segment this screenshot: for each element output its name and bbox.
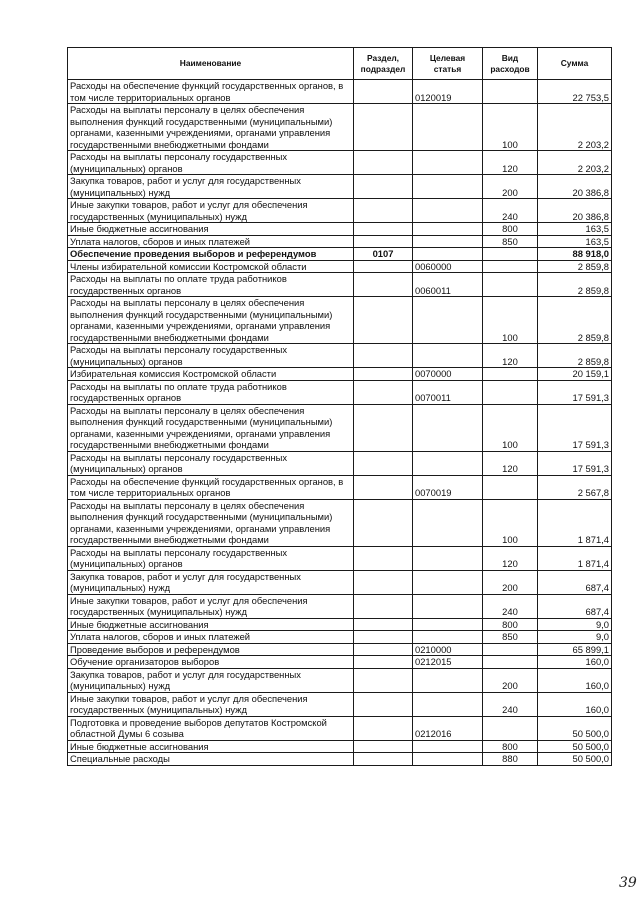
row-kind: 100 [483, 404, 538, 451]
row-sum: 2 859,8 [538, 297, 612, 344]
row-name: Закупка товаров, работ и услуг для государственных (муниципальных) нужд [68, 570, 354, 594]
row-sum: 20 159,1 [538, 368, 612, 381]
table-row [68, 631, 612, 644]
row-kind: 240 [483, 594, 538, 618]
row-sum: 17 591,3 [538, 380, 612, 404]
row-name: Уплата налогов, сборов и иных платежей [68, 631, 354, 644]
table-row [68, 104, 612, 151]
row-article: 0212015 [413, 656, 483, 669]
row-sum: 65 899,1 [538, 643, 612, 656]
row-name: Специальные расходы [68, 753, 354, 766]
row-article [413, 499, 483, 546]
row-section [354, 451, 413, 475]
row-section [354, 499, 413, 546]
row-kind [483, 368, 538, 381]
row-article [413, 344, 483, 368]
row-kind: 240 [483, 692, 538, 716]
row-sum: 160,0 [538, 656, 612, 669]
row-kind: 850 [483, 235, 538, 248]
table-row [68, 151, 612, 175]
row-article [413, 618, 483, 631]
row-kind: 800 [483, 618, 538, 631]
table-row [68, 248, 612, 261]
row-section [354, 668, 413, 692]
row-kind: 850 [483, 631, 538, 644]
row-section [354, 297, 413, 344]
row-sum: 9,0 [538, 631, 612, 644]
row-section [354, 594, 413, 618]
row-article [413, 175, 483, 199]
table-row [68, 656, 612, 669]
row-article [413, 248, 483, 261]
row-name: Расходы на обеспечение функций государственных органов, в том числе территориальных органов [68, 475, 354, 499]
row-name: Закупка товаров, работ и услуг для государственных (муниципальных) нужд [68, 668, 354, 692]
header-article: Целевая статья [413, 48, 483, 80]
row-sum: 687,4 [538, 594, 612, 618]
row-kind [483, 80, 538, 104]
table-row [68, 404, 612, 451]
table-row [68, 475, 612, 499]
row-sum: 20 386,8 [538, 175, 612, 199]
row-kind: 200 [483, 175, 538, 199]
row-name: Иные закупки товаров, работ и услуг для обеспечения государственных (муниципальных) нужд [68, 199, 354, 223]
row-section [354, 273, 413, 297]
row-article [413, 404, 483, 451]
row-name: Уплата налогов, сборов и иных платежей [68, 235, 354, 248]
row-section [354, 223, 413, 236]
row-sum: 9,0 [538, 618, 612, 631]
row-section [354, 546, 413, 570]
row-kind: 120 [483, 151, 538, 175]
header-kind: Вид расходов [483, 48, 538, 80]
table-row [68, 175, 612, 199]
row-sum: 17 591,3 [538, 404, 612, 451]
row-kind: 100 [483, 499, 538, 546]
row-section [354, 753, 413, 766]
table-row [68, 223, 612, 236]
row-kind [483, 273, 538, 297]
row-name: Избирательная комиссия Костромской области [68, 368, 354, 381]
row-section [354, 104, 413, 151]
row-name: Иные бюджетные ассигнования [68, 618, 354, 631]
row-name: Расходы на выплаты по оплате труда работников государственных органов [68, 273, 354, 297]
row-section [354, 404, 413, 451]
row-kind [483, 643, 538, 656]
table-row [68, 273, 612, 297]
row-kind: 200 [483, 668, 538, 692]
row-section [354, 175, 413, 199]
row-kind [483, 656, 538, 669]
row-section [354, 740, 413, 753]
row-article: 0210000 [413, 643, 483, 656]
row-name: Закупка товаров, работ и услуг для государственных (муниципальных) нужд [68, 175, 354, 199]
row-article [413, 223, 483, 236]
row-kind: 800 [483, 223, 538, 236]
row-name: Иные бюджетные ассигнования [68, 223, 354, 236]
row-name: Члены избирательной комиссии Костромской области [68, 260, 354, 273]
table-row [68, 80, 612, 104]
row-sum: 2 859,8 [538, 273, 612, 297]
table-row [68, 643, 612, 656]
row-name: Расходы на выплаты персоналу государственных (муниципальных) органов [68, 344, 354, 368]
table-row [68, 570, 612, 594]
row-name: Расходы на выплаты персоналу в целях обеспечения выполнения функций государственными (муниципальными) органами, казенными учреждениями, органами управления государственными внебюджетными фондами [68, 297, 354, 344]
row-kind [483, 248, 538, 261]
row-article [413, 546, 483, 570]
row-name: Проведение выборов и референдумов [68, 643, 354, 656]
row-section [354, 716, 413, 740]
row-section [354, 570, 413, 594]
row-kind: 120 [483, 451, 538, 475]
row-kind [483, 716, 538, 740]
row-article: 0060011 [413, 273, 483, 297]
row-section [354, 235, 413, 248]
row-article [413, 740, 483, 753]
row-article [413, 594, 483, 618]
row-section [354, 656, 413, 669]
row-article [413, 451, 483, 475]
row-name: Иные закупки товаров, работ и услуг для обеспечения государственных (муниципальных) нужд [68, 692, 354, 716]
table-row [68, 668, 612, 692]
row-article [413, 668, 483, 692]
row-kind: 120 [483, 546, 538, 570]
table-row [68, 499, 612, 546]
row-section: 0107 [354, 248, 413, 261]
row-sum: 20 386,8 [538, 199, 612, 223]
row-name: Подготовка и проведение выборов депутатов Костромской областной Думы 6 созыва [68, 716, 354, 740]
row-article [413, 199, 483, 223]
row-name: Иные бюджетные ассигнования [68, 740, 354, 753]
table-header [68, 48, 612, 80]
row-article [413, 631, 483, 644]
table-row [68, 297, 612, 344]
row-kind: 120 [483, 344, 538, 368]
row-sum: 687,4 [538, 570, 612, 594]
row-name: Обеспечение проведения выборов и референдумов [68, 248, 354, 261]
row-kind [483, 380, 538, 404]
row-sum: 163,5 [538, 223, 612, 236]
row-section [354, 151, 413, 175]
row-sum: 50 500,0 [538, 716, 612, 740]
row-kind: 880 [483, 753, 538, 766]
row-section [354, 475, 413, 499]
table-row [68, 753, 612, 766]
row-section [354, 618, 413, 631]
row-article: 0212016 [413, 716, 483, 740]
budget-table [67, 47, 612, 766]
header-name: Наименование [68, 48, 354, 80]
table-row [68, 546, 612, 570]
row-sum: 50 500,0 [538, 753, 612, 766]
table-row [68, 594, 612, 618]
row-kind: 100 [483, 297, 538, 344]
row-section [354, 643, 413, 656]
row-sum: 163,5 [538, 235, 612, 248]
row-kind: 100 [483, 104, 538, 151]
row-name: Обучение организаторов выборов [68, 656, 354, 669]
table-row [68, 344, 612, 368]
row-name: Расходы на выплаты персоналу в целях обеспечения выполнения функций государственными (муниципальными) органами, казенными учреждениями, органами управления государственными внебюджетными фондами [68, 499, 354, 546]
row-sum: 22 753,5 [538, 80, 612, 104]
table-row [68, 368, 612, 381]
table-row [68, 740, 612, 753]
row-section [354, 692, 413, 716]
row-sum: 1 871,4 [538, 546, 612, 570]
row-article [413, 753, 483, 766]
row-sum: 2 567,8 [538, 475, 612, 499]
row-sum: 2 859,8 [538, 260, 612, 273]
row-kind: 240 [483, 199, 538, 223]
header-sum: Сумма [538, 48, 612, 80]
row-section [354, 380, 413, 404]
row-article [413, 570, 483, 594]
row-sum: 17 591,3 [538, 451, 612, 475]
row-article: 0070019 [413, 475, 483, 499]
row-name: Иные закупки товаров, работ и услуг для обеспечения государственных (муниципальных) нужд [68, 594, 354, 618]
table-body [68, 80, 612, 766]
header-section: Раздел, подраздел [354, 48, 413, 80]
page-number: 39 [619, 875, 637, 891]
table-row [68, 260, 612, 273]
row-name: Расходы на выплаты персоналу в целях обеспечения выполнения функций государственными (муниципальными) органами, казенными учреждениями, органами управления государственными внебюджетными фондами [68, 104, 354, 151]
table-row [68, 716, 612, 740]
row-sum: 50 500,0 [538, 740, 612, 753]
row-section [354, 80, 413, 104]
row-article [413, 104, 483, 151]
row-article: 0070011 [413, 380, 483, 404]
table-row [68, 199, 612, 223]
row-sum: 2 203,2 [538, 104, 612, 151]
table-row [68, 618, 612, 631]
row-article: 0070000 [413, 368, 483, 381]
row-kind [483, 260, 538, 273]
row-sum: 2 859,8 [538, 344, 612, 368]
row-section [354, 344, 413, 368]
row-sum: 160,0 [538, 668, 612, 692]
row-kind: 200 [483, 570, 538, 594]
row-sum: 88 918,0 [538, 248, 612, 261]
table-row [68, 235, 612, 248]
row-article [413, 151, 483, 175]
row-section [354, 260, 413, 273]
row-article: 0120019 [413, 80, 483, 104]
row-sum: 2 203,2 [538, 151, 612, 175]
row-name: Расходы на выплаты персоналу государственных (муниципальных) органов [68, 546, 354, 570]
row-article [413, 235, 483, 248]
row-article [413, 297, 483, 344]
row-kind: 800 [483, 740, 538, 753]
row-section [354, 199, 413, 223]
row-name: Расходы на выплаты персоналу в целях обеспечения выполнения функций государственными (муниципальными) органами, казенными учреждениями, органами управления государственными внебюджетными фондами [68, 404, 354, 451]
row-sum: 1 871,4 [538, 499, 612, 546]
row-kind [483, 475, 538, 499]
row-section [354, 631, 413, 644]
row-name: Расходы на выплаты персоналу государственных (муниципальных) органов [68, 151, 354, 175]
table-row [68, 692, 612, 716]
table-row [68, 380, 612, 404]
row-sum: 160,0 [538, 692, 612, 716]
row-article: 0060000 [413, 260, 483, 273]
row-article [413, 692, 483, 716]
table-row [68, 451, 612, 475]
row-name: Расходы на выплаты персоналу государственных (муниципальных) органов [68, 451, 354, 475]
row-section [354, 368, 413, 381]
row-name: Расходы на обеспечение функций государственных органов, в том числе территориальных органов [68, 80, 354, 104]
row-name: Расходы на выплаты по оплате труда работников государственных органов [68, 380, 354, 404]
